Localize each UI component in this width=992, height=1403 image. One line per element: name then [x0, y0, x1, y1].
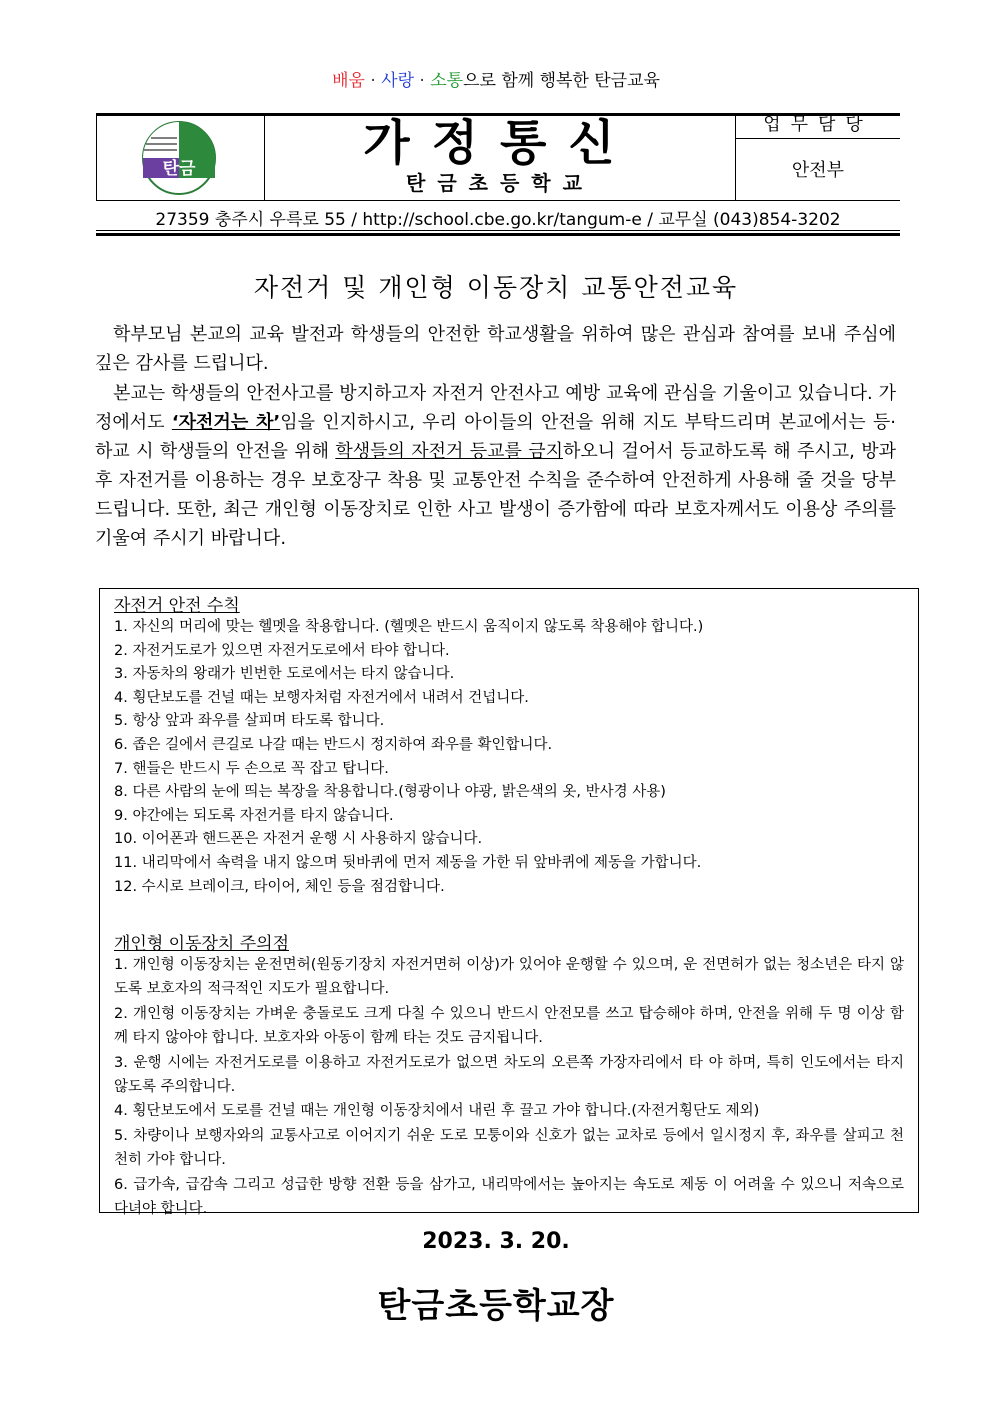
- emphasis-bike-is-car: ‘자전거는 차’: [171, 412, 281, 433]
- page-title: 가정통신: [363, 115, 637, 171]
- school-logo: [141, 120, 217, 196]
- department-label: 업무담당: [763, 114, 873, 135]
- slogan-part-3: 소통: [430, 71, 464, 91]
- intro-paragraph-1: 학부모님 본교의 교육 발전과 학생들의 안전한 학교생활을 위하여 많은 관심과 참여를 보내 주심에 깊은 감사를 드립니다.: [95, 324, 896, 374]
- department-rule: [736, 138, 900, 139]
- pm-rules-heading: 개인형 이동장치 주의점: [114, 934, 290, 954]
- list-item: 6. 급가속, 급감속 그리고 성급한 방향 전환 등을 삼가고, 내리막에서는 높아지는 속도로 제동 이 어려울 수 있으니 저속으로 다녀야 합니다.: [114, 1176, 904, 1218]
- slogan: 배움 · 사랑 · 소통으로 함께 행복한 탄금교육: [332, 71, 660, 91]
- school-address: 27359 충주시 우륵로 55 / http://school.cbe.go.kr/tangum-e / 교무실 (043)854-3202: [155, 210, 841, 230]
- list-item: 12. 수시로 브레이크, 타이어, 체인 등을 점검합니다.: [114, 878, 445, 895]
- header-bottom-rule-thick: [96, 233, 900, 236]
- list-item: 4. 횡단보도를 건널 때는 보행자처럼 자전거에서 내려서 건넙니다.: [114, 689, 529, 706]
- list-item: 1. 자신의 머리에 맞는 헬멧을 착용합니다. (헬멧은 반드시 움직이지 않도록 착용해야 합니다.): [114, 619, 704, 635]
- department-value: 안전부: [791, 160, 845, 181]
- list-item: 2. 개인형 이동장치는 가벼운 충돌로도 크게 다칠 수 있으니 반드시 안전모를 쓰고 탑승해야 하며, 안전을 위해 두 명 이상 함께 타지 않아야 합니다. 보호자와 아동이 함께 타는 것도 금지됩니다.: [114, 1005, 904, 1047]
- list-item: 3. 자동차의 왕래가 빈번한 도로에서는 타지 않습니다.: [114, 666, 455, 683]
- school-name: 탄금초등학교: [406, 171, 594, 195]
- logo-text: 탄금: [162, 159, 196, 179]
- list-item: 5. 항상 앞과 좌우를 살피며 타도록 합니다.: [114, 713, 385, 730]
- slogan-part-2: 사랑: [381, 71, 414, 91]
- list-item: 10. 이어폰과 핸드폰은 자전거 운행 시 사용하지 않습니다.: [114, 831, 483, 848]
- pm-rules-list: [114, 953, 904, 1221]
- list-item: 2. 자전거도로가 있으면 자전거도로에서 타야 합니다.: [114, 642, 450, 659]
- intro-paragraph-2: 본교는 학생들의 안전사고를 방지하고자 자전거 안전사고 예방 교육에 관심을 기울이고 있습니다. 가정에서도 ‘자전거는 차’임을 인지하시고, 우리 아이들의 안전을 위해 지도 부탁드리며 본교에서는 등·하교 시 학생들의 안전을 위해 학생들의 자전거 등교를 금지하오니 걸어서 등교하도록 해 주시고, 방과 후 자전거를 이용하는 경우 보호장구 착용 및 교통안전 수칙을 준수하여 안전하게 사용해 줄 것을 당부드립니다. 또한, 최근 개인형 이동장치로 인한 사고 발생이 증가함에 따라 보호자께서도 이용상 주의를 기울여 주시기 바랍니다.: [95, 383, 896, 549]
- list-item: 8. 다른 사람의 눈에 띄는 복장을 착용합니다.(형광이나 야광, 밝은색의 옷, 반사경 사용): [114, 784, 666, 801]
- emphasis-bike-ban: 학생들의 자전거 등교를 금지: [335, 441, 563, 462]
- slogan-part-1: 배움: [332, 71, 365, 91]
- list-item: 4. 횡단보도에서 도로를 건널 때는 개인형 이동장치에서 내린 후 끌고 가야 합니다.(자전거횡단도 제외): [114, 1103, 760, 1120]
- list-item: 9. 야간에는 되도록 자전거를 타지 않습니다.: [114, 807, 394, 824]
- header-bottom-rule: [96, 230, 900, 231]
- bike-rules-list: [114, 616, 904, 899]
- header-mid-rule: [96, 200, 900, 201]
- principal-signature: 탄금초등학교장: [377, 1286, 615, 1326]
- issue-date: 2023. 3. 20.: [422, 1229, 570, 1254]
- document-title: 자전거 및 개인형 이동장치 교통안전교육: [253, 273, 739, 302]
- list-item: 5. 차량이나 보행자와의 교통사고로 이어지기 쉬운 도로 모퉁이와 신호가 없는 교차로 등에서 일시정지 후, 좌우를 살피고 천천히 가야 합니다.: [114, 1127, 904, 1169]
- bike-rules-heading: 자전거 안전 수칙: [114, 596, 240, 616]
- slogan-rest: 으로 함께 행복한 탄금교육: [463, 71, 660, 91]
- header-divider-left: [96, 114, 97, 200]
- list-item: 6. 좁은 길에서 큰길로 나갈 때는 반드시 정지하여 좌우를 확인합니다.: [114, 736, 553, 753]
- list-item: 3. 운행 시에는 자전거도로를 이용하고 자전거도로가 없으면 차도의 오른쪽 가장자리에서 타 야 하며, 특히 인도에서는 타지 않도록 주의합니다.: [114, 1054, 904, 1096]
- list-item: 1. 개인형 이동장치는 운전면허(원동기장치 자전거면허 이상)가 있어야 운행할 수 있으며, 운 전면허가 없는 청소년은 타지 않도록 보호자의 적극적인 지도가 필요합니다.: [114, 957, 904, 998]
- list-item: 7. 핸들은 반드시 두 손으로 꼭 잡고 탑니다.: [114, 760, 389, 777]
- list-item: 11. 내리막에서 속력을 내지 않으며 뒷바퀴에 먼저 제동을 가한 뒤 앞바퀴에 제동을 가합니다.: [114, 854, 702, 871]
